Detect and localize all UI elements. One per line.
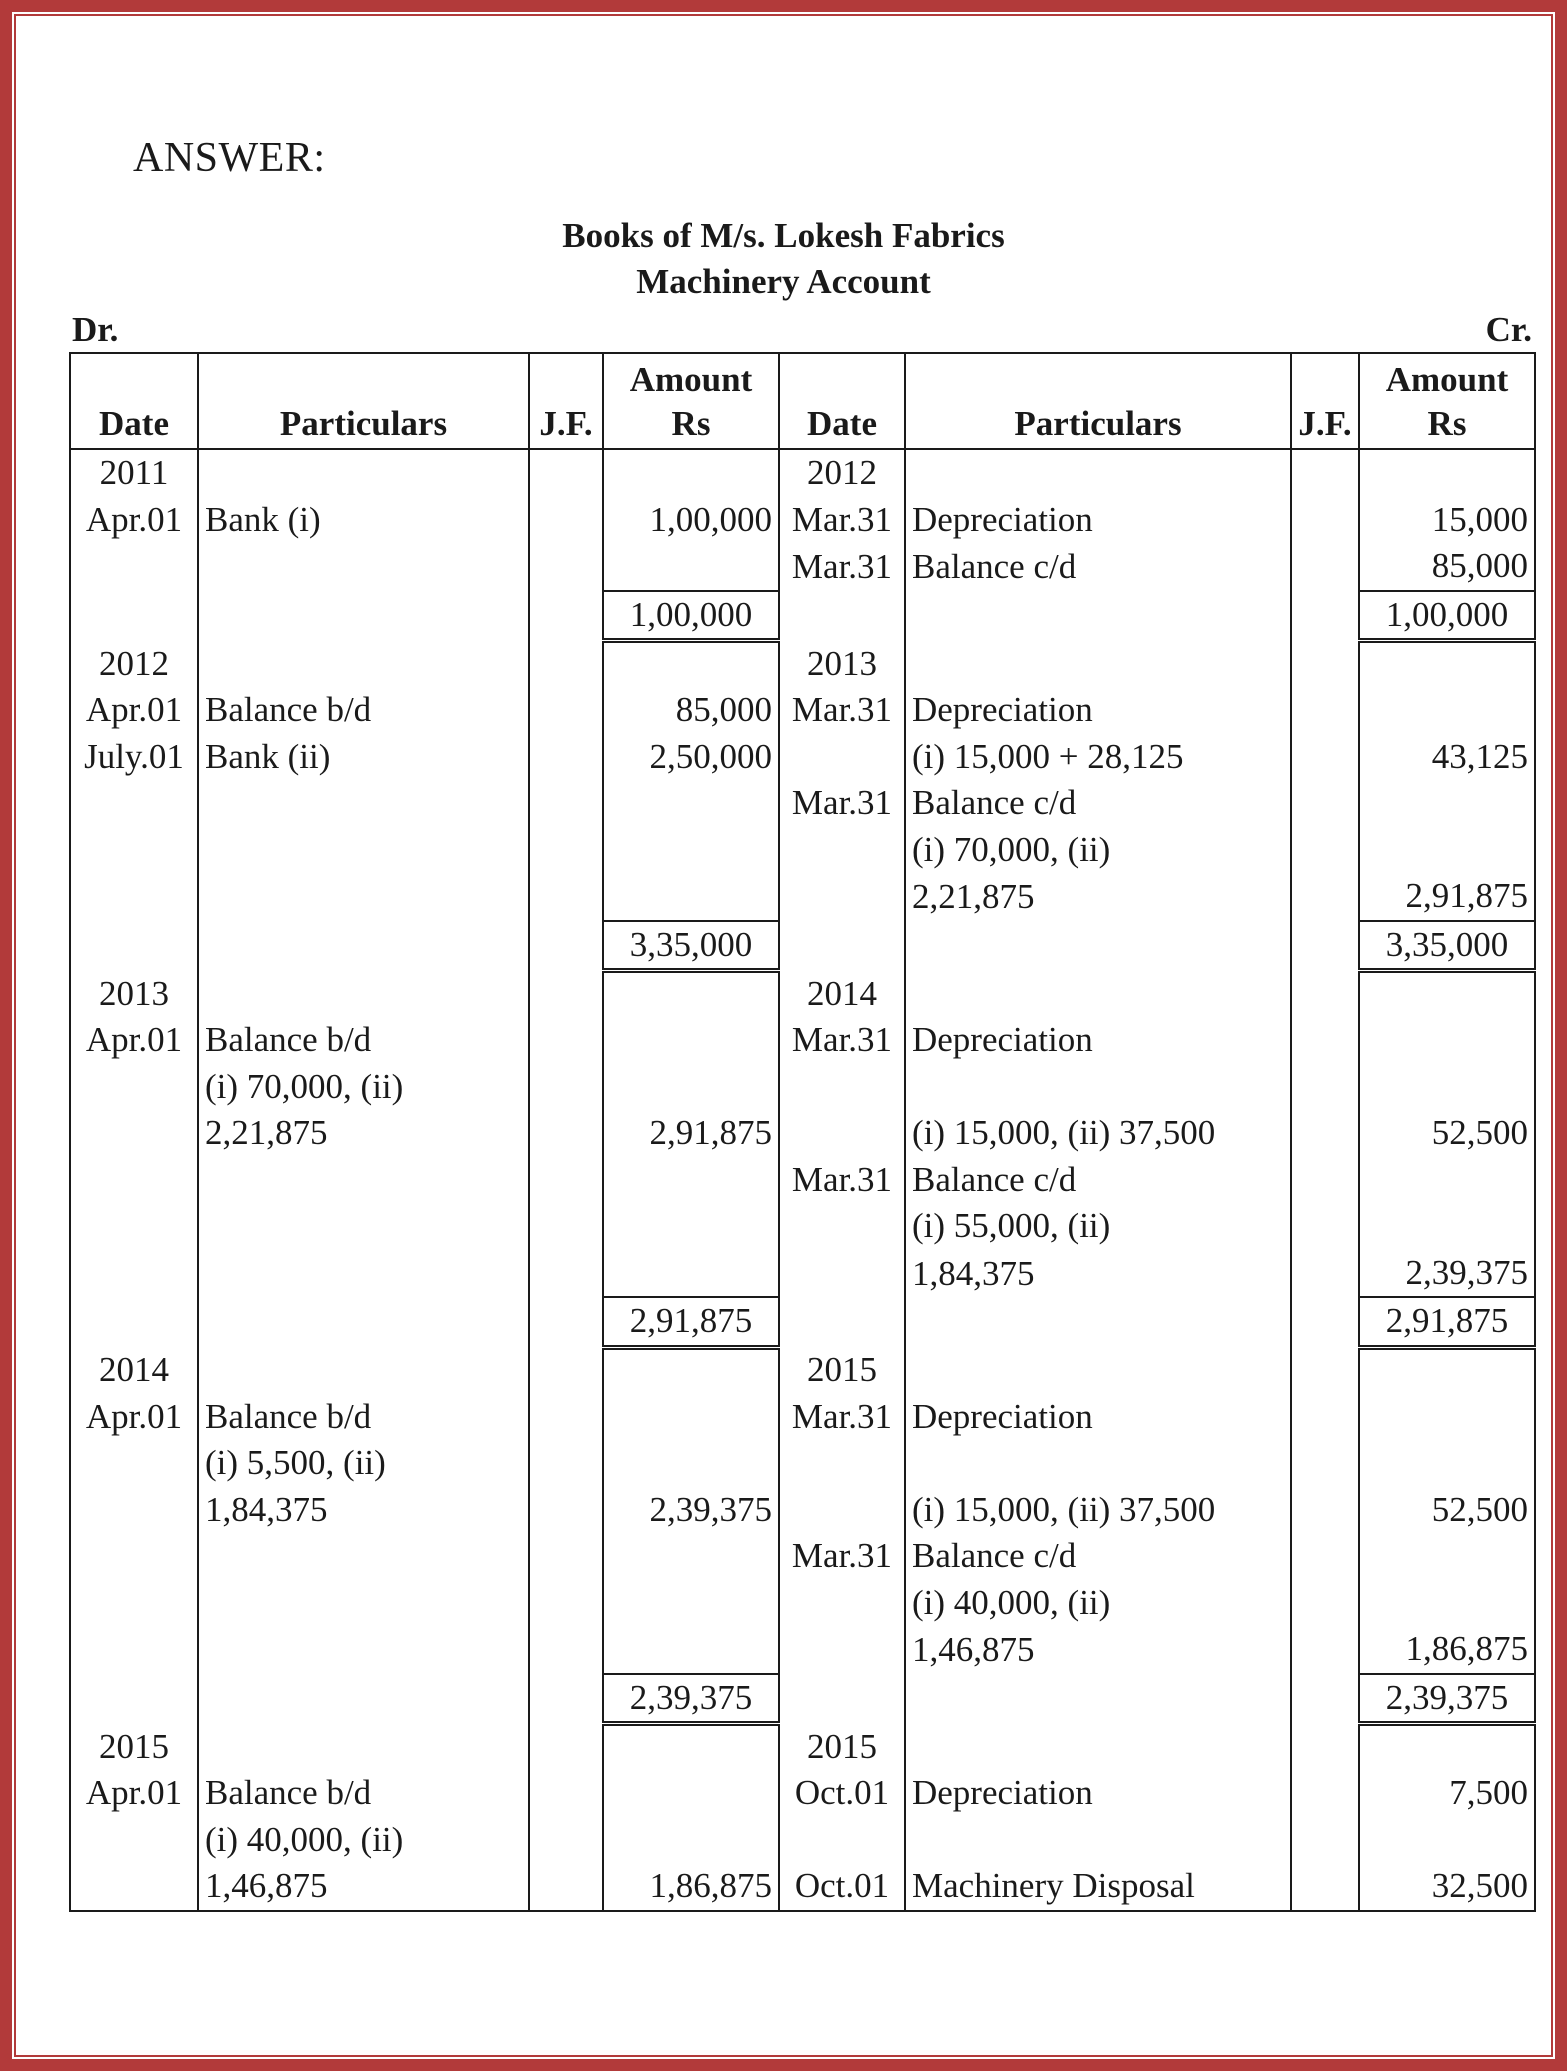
cr-date-cell [779, 1487, 905, 1534]
ledger-row [70, 971, 1535, 1018]
cr-jf-cell [1291, 1533, 1359, 1580]
cr-date-cell: Oct.01 [779, 1770, 905, 1817]
cr-date-cell [779, 1817, 905, 1864]
dr-particulars-cell: Balance b/d [198, 1394, 529, 1441]
cr-jf-cell [1291, 449, 1359, 497]
dr-jf-cell [529, 687, 603, 734]
ledger-row [70, 1487, 1535, 1534]
dr-amount-cell [603, 1533, 779, 1580]
cr-jf-cell [1291, 873, 1359, 921]
dr-date-cell [70, 1626, 198, 1674]
ledger-row [70, 1017, 1535, 1064]
dr-particulars-cell [198, 873, 529, 921]
cr-jf-cell [1291, 497, 1359, 544]
ledger-row [70, 1863, 1535, 1911]
dr-amount-cell: 2,39,375 [603, 1487, 779, 1534]
dr-date-cell: Apr.01 [70, 687, 198, 734]
cr-amount-cell: 2,91,875 [1359, 873, 1535, 921]
dr-amount-cell [603, 971, 779, 1018]
dr-amount-cell [603, 543, 779, 591]
cr-particulars-cell: Balance c/d [905, 543, 1291, 591]
dr-date-cell [70, 1064, 198, 1111]
dr-jf-cell [529, 1017, 603, 1064]
cr-amount-cell [1359, 1533, 1535, 1580]
dr-jf-cell [529, 1110, 603, 1157]
cr-total-amount: 3,35,000 [1359, 921, 1535, 971]
dr-jf-cell [529, 1440, 603, 1487]
cr-amount-cell: 7,500 [1359, 1770, 1535, 1817]
cr-particulars-cell: Balance c/d [905, 1157, 1291, 1204]
ledger-row [70, 780, 1535, 827]
cr-particulars-cell [905, 971, 1291, 1018]
dr-jf-header: J.F. [529, 353, 603, 449]
dr-date-cell: 2015 [70, 1724, 198, 1771]
ledger-row [70, 1203, 1535, 1250]
dr-jf-cell [529, 780, 603, 827]
cr-amount-cell [1359, 1817, 1535, 1864]
dr-jf-cell [529, 1863, 603, 1911]
dr-date-cell [70, 1203, 198, 1250]
dr-jf-cell [529, 1770, 603, 1817]
cr-jf-cell [1291, 1347, 1359, 1394]
dr-amount-cell [603, 1017, 779, 1064]
dr-jf-cell [529, 543, 603, 591]
cr-amount-cell: 52,500 [1359, 1487, 1535, 1534]
cr-amount-cell [1359, 1440, 1535, 1487]
cr-particulars-cell [905, 1440, 1291, 1487]
dr-date-cell [70, 1487, 198, 1534]
dr-total-amount: 2,39,375 [603, 1674, 779, 1724]
cr-particulars-cell: (i) 15,000, (ii) 37,500 [905, 1110, 1291, 1157]
cr-jf-cell [1291, 1017, 1359, 1064]
cr-particulars-cell: (i) 70,000, (ii) [905, 827, 1291, 874]
dr-jf-cell [529, 1724, 603, 1771]
ledger-total-row [70, 1674, 1535, 1724]
dr-date-cell: Apr.01 [70, 497, 198, 544]
dr-date-cell [70, 873, 198, 921]
dr-date-cell [70, 1674, 198, 1724]
dr-particulars-cell: Bank (ii) [198, 734, 529, 781]
dr-jf-cell [529, 1157, 603, 1204]
cr-jf-cell [1291, 1626, 1359, 1674]
cr-jf-cell [1291, 1203, 1359, 1250]
dr-particulars-cell [198, 1250, 529, 1298]
dr-date-cell: 2011 [70, 449, 198, 497]
dr-jf-cell [529, 1533, 603, 1580]
dr-date-cell [70, 921, 198, 971]
cr-amount-cell [1359, 1203, 1535, 1250]
dr-particulars-cell: (i) 5,500, (ii) [198, 1440, 529, 1487]
cr-particulars-cell [905, 921, 1291, 971]
cr-date-cell: Mar.31 [779, 1533, 905, 1580]
dr-particulars-header: Particulars [198, 353, 529, 449]
cr-jf-cell [1291, 1250, 1359, 1298]
cr-date-cell: Mar.31 [779, 1017, 905, 1064]
dr-date-cell [70, 591, 198, 641]
cr-particulars-cell: 1,46,875 [905, 1626, 1291, 1674]
cr-date-cell [779, 1297, 905, 1347]
ledger-row [70, 1250, 1535, 1298]
cr-amount-cell: 1,86,875 [1359, 1626, 1535, 1674]
cr-jf-cell [1291, 1817, 1359, 1864]
cr-particulars-cell [905, 1674, 1291, 1724]
dr-particulars-cell: Balance b/d [198, 687, 529, 734]
dr-jf-cell [529, 641, 603, 688]
ledger-row [70, 734, 1535, 781]
ledger-row [70, 1817, 1535, 1864]
cr-jf-cell [1291, 1863, 1359, 1911]
cr-date-cell [779, 873, 905, 921]
cr-date-cell [779, 1250, 905, 1298]
cr-jf-cell [1291, 971, 1359, 1018]
cr-jf-cell [1291, 1064, 1359, 1111]
cr-amount-cell: 85,000 [1359, 543, 1535, 591]
dr-particulars-cell [198, 449, 529, 497]
cr-total-amount: 2,91,875 [1359, 1297, 1535, 1347]
ledger-row [70, 687, 1535, 734]
cr-amount-cell: 32,500 [1359, 1863, 1535, 1911]
cr-particulars-cell [905, 1347, 1291, 1394]
credit-label: Cr. [1485, 310, 1532, 349]
ledger-row [70, 1724, 1535, 1771]
dr-amount-cell [603, 1770, 779, 1817]
dr-particulars-cell [198, 1724, 529, 1771]
cr-particulars-cell: 2,21,875 [905, 873, 1291, 921]
cr-date-cell [779, 1674, 905, 1724]
ledger-row [70, 543, 1535, 591]
cr-particulars-cell: (i) 55,000, (ii) [905, 1203, 1291, 1250]
dr-date-cell [70, 1817, 198, 1864]
dr-amount-cell [603, 1626, 779, 1674]
dr-date-cell: July.01 [70, 734, 198, 781]
cr-particulars-cell: (i) 15,000 + 28,125 [905, 734, 1291, 781]
cr-date-cell [779, 827, 905, 874]
dr-date-cell [70, 543, 198, 591]
dr-particulars-cell [198, 921, 529, 971]
dr-total-amount: 1,00,000 [603, 591, 779, 641]
dr-date-header: Date [70, 353, 198, 449]
dr-particulars-cell: 1,84,375 [198, 1487, 529, 1534]
ledger-body [70, 449, 1535, 1911]
ledger-total-row [70, 921, 1535, 971]
dr-amount-header [603, 353, 779, 449]
cr-date-cell [779, 1064, 905, 1111]
dr-particulars-cell [198, 1674, 529, 1724]
dr-particulars-cell [198, 1347, 529, 1394]
cr-date-cell: Mar.31 [779, 497, 905, 544]
dr-amount-cell [603, 827, 779, 874]
cr-date-cell: 2012 [779, 449, 905, 497]
cr-jf-cell [1291, 1724, 1359, 1771]
cr-date-cell: Mar.31 [779, 543, 905, 591]
cr-amount-cell [1359, 971, 1535, 1018]
ledger-row [70, 1064, 1535, 1111]
cr-jf-cell [1291, 543, 1359, 591]
cr-amount-cell: 2,39,375 [1359, 1250, 1535, 1298]
dr-jf-cell [529, 1394, 603, 1441]
dr-amount-cell [603, 449, 779, 497]
cr-date-cell: 2014 [779, 971, 905, 1018]
cr-jf-cell [1291, 1440, 1359, 1487]
dr-particulars-cell [198, 780, 529, 827]
cr-amount-cell [1359, 449, 1535, 497]
cr-date-cell [779, 921, 905, 971]
cr-particulars-cell [905, 591, 1291, 641]
cr-particulars-cell: Depreciation [905, 497, 1291, 544]
cr-amount-cell [1359, 1017, 1535, 1064]
cr-amount-cell [1359, 1580, 1535, 1627]
cr-jf-cell [1291, 1394, 1359, 1441]
cr-particulars-cell [905, 641, 1291, 688]
cr-date-cell [779, 1440, 905, 1487]
cr-jf-cell [1291, 641, 1359, 688]
dr-jf-cell [529, 1064, 603, 1111]
dr-amount-cell: 85,000 [603, 687, 779, 734]
cr-jf-cell [1291, 780, 1359, 827]
dr-jf-cell [529, 921, 603, 971]
cr-amount-cell [1359, 780, 1535, 827]
dr-amount-cell [603, 1157, 779, 1204]
debit-label: Dr. [72, 310, 119, 349]
dr-particulars-cell: Bank (i) [198, 497, 529, 544]
dr-date-cell [70, 1533, 198, 1580]
cr-particulars-cell [905, 1297, 1291, 1347]
cr-particulars-cell: Depreciation [905, 1770, 1291, 1817]
cr-total-amount: 2,39,375 [1359, 1674, 1535, 1724]
dr-particulars-cell [198, 591, 529, 641]
cr-amount-cell [1359, 1347, 1535, 1394]
cr-amount-header-line2: Rs [1427, 404, 1467, 443]
ledger-total-row [70, 1297, 1535, 1347]
dr-amount-cell [603, 1203, 779, 1250]
cr-jf-cell [1291, 734, 1359, 781]
ledger-row [70, 1580, 1535, 1627]
dr-amount-cell [603, 1064, 779, 1111]
dr-particulars-cell: (i) 40,000, (ii) [198, 1817, 529, 1864]
ledger-row [70, 449, 1535, 497]
ledger-row [70, 1533, 1535, 1580]
dr-jf-cell [529, 1626, 603, 1674]
dr-jf-cell [529, 1347, 603, 1394]
ledger-row [70, 497, 1535, 544]
dr-jf-cell [529, 1580, 603, 1627]
cr-jf-cell [1291, 921, 1359, 971]
cr-amount-cell [1359, 641, 1535, 688]
dr-jf-cell [529, 591, 603, 641]
dr-amount-cell [603, 1817, 779, 1864]
dr-jf-cell [529, 971, 603, 1018]
dr-amount-cell: 2,50,000 [603, 734, 779, 781]
cr-amount-header [1359, 353, 1535, 449]
dr-amount-cell [603, 1394, 779, 1441]
dr-jf-cell [529, 1250, 603, 1298]
dr-jf-cell [529, 1817, 603, 1864]
cr-particulars-cell: Depreciation [905, 1017, 1291, 1064]
dr-particulars-cell [198, 543, 529, 591]
cr-amount-cell: 52,500 [1359, 1110, 1535, 1157]
cr-date-cell [779, 1626, 905, 1674]
cr-amount-header-line1: Amount [1385, 360, 1509, 399]
dr-particulars-cell [198, 1157, 529, 1204]
dr-date-cell [70, 1440, 198, 1487]
dr-jf-cell [529, 1203, 603, 1250]
cr-date-cell [779, 1203, 905, 1250]
ledger-header-row [70, 353, 1535, 449]
cr-amount-cell [1359, 687, 1535, 734]
dr-date-cell: 2012 [70, 641, 198, 688]
dr-particulars-cell: 1,46,875 [198, 1863, 529, 1911]
cr-jf-cell [1291, 687, 1359, 734]
cr-jf-cell [1291, 1674, 1359, 1724]
dr-jf-cell [529, 1297, 603, 1347]
dr-date-cell: 2013 [70, 971, 198, 1018]
ledger-row [70, 1394, 1535, 1441]
dr-amount-header-line2: Rs [671, 404, 711, 443]
ledger-row [70, 827, 1535, 874]
ledger-row [70, 873, 1535, 921]
cr-particulars-cell [905, 1724, 1291, 1771]
ledger-row [70, 1110, 1535, 1157]
machinery-ledger-table [69, 352, 1536, 1912]
dr-date-cell [70, 1110, 198, 1157]
dr-particulars-cell: Balance b/d [198, 1770, 529, 1817]
cr-date-cell: 2013 [779, 641, 905, 688]
dr-date-cell: Apr.01 [70, 1770, 198, 1817]
dr-amount-cell [603, 1580, 779, 1627]
dr-amount-header-line1: Amount [629, 360, 753, 399]
dr-particulars-cell [198, 1580, 529, 1627]
cr-date-cell: 2015 [779, 1724, 905, 1771]
cr-amount-cell [1359, 1064, 1535, 1111]
dr-particulars-cell [198, 1297, 529, 1347]
dr-amount-cell [603, 1250, 779, 1298]
dr-amount-cell [603, 1347, 779, 1394]
cr-date-cell: Mar.31 [779, 1394, 905, 1441]
cr-amount-cell: 43,125 [1359, 734, 1535, 781]
dr-total-amount: 3,35,000 [603, 921, 779, 971]
dr-jf-cell [529, 827, 603, 874]
ledger-row [70, 1157, 1535, 1204]
cr-jf-cell [1291, 1580, 1359, 1627]
dr-particulars-cell: 2,21,875 [198, 1110, 529, 1157]
cr-particulars-cell: (i) 40,000, (ii) [905, 1580, 1291, 1627]
dr-jf-cell [529, 734, 603, 781]
dr-date-cell: 2014 [70, 1347, 198, 1394]
dr-date-cell [70, 1297, 198, 1347]
dr-particulars-cell: Balance b/d [198, 1017, 529, 1064]
dr-particulars-cell [198, 1533, 529, 1580]
ledger-row [70, 1626, 1535, 1674]
dr-particulars-cell [198, 1203, 529, 1250]
dr-date-cell [70, 1863, 198, 1911]
dr-date-cell [70, 1580, 198, 1627]
dr-date-cell [70, 780, 198, 827]
cr-particulars-cell: Depreciation [905, 1394, 1291, 1441]
dr-particulars-cell: (i) 70,000, (ii) [198, 1064, 529, 1111]
cr-date-cell [779, 1580, 905, 1627]
dr-date-cell [70, 1250, 198, 1298]
dr-amount-cell: 2,91,875 [603, 1110, 779, 1157]
dr-amount-cell [603, 780, 779, 827]
ledger-row [70, 1347, 1535, 1394]
cr-particulars-cell [905, 1064, 1291, 1111]
dr-amount-cell [603, 1724, 779, 1771]
cr-date-cell [779, 1110, 905, 1157]
dr-jf-cell [529, 1674, 603, 1724]
cr-particulars-cell: 1,84,375 [905, 1250, 1291, 1298]
dr-date-cell [70, 827, 198, 874]
cr-particulars-cell: (i) 15,000, (ii) 37,500 [905, 1487, 1291, 1534]
dr-jf-cell [529, 873, 603, 921]
cr-particulars-header: Particulars [905, 353, 1291, 449]
cr-amount-cell: 15,000 [1359, 497, 1535, 544]
cr-jf-cell [1291, 591, 1359, 641]
cr-jf-cell [1291, 1770, 1359, 1817]
dr-particulars-cell [198, 827, 529, 874]
cr-amount-cell [1359, 1724, 1535, 1771]
cr-particulars-cell: Balance c/d [905, 1533, 1291, 1580]
account-title: Machinery Account [636, 262, 931, 301]
cr-date-cell: 2015 [779, 1347, 905, 1394]
dr-jf-cell [529, 449, 603, 497]
cr-date-cell: Mar.31 [779, 687, 905, 734]
cr-jf-cell [1291, 1110, 1359, 1157]
dr-amount-cell [603, 873, 779, 921]
cr-total-amount: 1,00,000 [1359, 591, 1535, 641]
book-title: Books of M/s. Lokesh Fabrics [562, 216, 1005, 255]
dr-total-amount: 2,91,875 [603, 1297, 779, 1347]
cr-date-cell: Mar.31 [779, 780, 905, 827]
cr-date-cell: Mar.31 [779, 1157, 905, 1204]
cr-jf-cell [1291, 1297, 1359, 1347]
dr-date-cell: Apr.01 [70, 1017, 198, 1064]
dr-jf-cell [529, 1487, 603, 1534]
cr-jf-cell [1291, 1157, 1359, 1204]
cr-particulars-cell: Machinery Disposal [905, 1863, 1291, 1911]
cr-jf-header: J.F. [1291, 353, 1359, 449]
ledger-row [70, 641, 1535, 688]
cr-amount-cell [1359, 827, 1535, 874]
ledger-row [70, 1770, 1535, 1817]
dr-particulars-cell [198, 1626, 529, 1674]
cr-particulars-cell: Balance c/d [905, 780, 1291, 827]
ledger-total-row [70, 591, 1535, 641]
answer-heading: ANSWER: [133, 135, 326, 181]
cr-particulars-cell: Depreciation [905, 687, 1291, 734]
dr-particulars-cell [198, 641, 529, 688]
cr-date-cell [779, 591, 905, 641]
cr-amount-cell [1359, 1157, 1535, 1204]
cr-amount-cell [1359, 1394, 1535, 1441]
cr-particulars-cell [905, 1817, 1291, 1864]
ledger-row [70, 1440, 1535, 1487]
dr-amount-cell [603, 1440, 779, 1487]
cr-jf-cell [1291, 827, 1359, 874]
dr-amount-cell: 1,86,875 [603, 1863, 779, 1911]
cr-jf-cell [1291, 1487, 1359, 1534]
dr-jf-cell [529, 497, 603, 544]
dr-date-cell: Apr.01 [70, 1394, 198, 1441]
dr-amount-cell [603, 641, 779, 688]
dr-amount-cell: 1,00,000 [603, 497, 779, 544]
cr-date-cell [779, 734, 905, 781]
cr-date-header: Date [779, 353, 905, 449]
cr-particulars-cell [905, 449, 1291, 497]
dr-particulars-cell [198, 971, 529, 1018]
cr-date-cell: Oct.01 [779, 1863, 905, 1911]
dr-date-cell [70, 1157, 198, 1204]
